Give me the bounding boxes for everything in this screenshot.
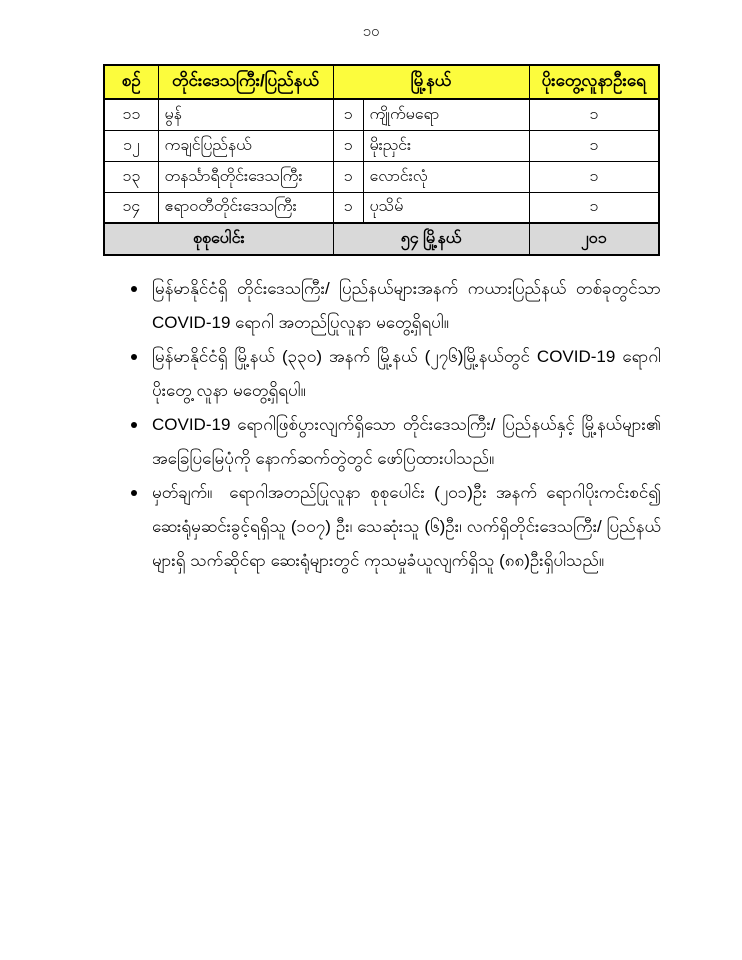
bullet-item — [130, 476, 661, 578]
bullet-item — [130, 340, 661, 408]
township-name-cell: မိုးညှင်း — [363, 130, 529, 161]
cases-cell: ၁ — [529, 130, 659, 161]
cases-cell: ၁ — [529, 161, 659, 192]
bullet-item — [130, 272, 661, 340]
total-cases-cell: ၂၀၁ — [529, 223, 659, 255]
table-row — [104, 99, 659, 130]
row-no-cell: ၁၃ — [104, 161, 158, 192]
bullet-item — [130, 408, 661, 476]
header-cell-no: စဉ် — [104, 65, 158, 99]
header-cell-region: တိုင်းဒေသကြီး/ပြည်နယ် — [158, 65, 333, 99]
bullet-dot-icon — [131, 354, 137, 360]
bullet-list — [130, 272, 661, 578]
table-row — [104, 192, 659, 223]
township-count-cell: ၁ — [333, 161, 363, 192]
region-cell: ဧရာဝတီတိုင်းဒေသကြီး — [158, 192, 333, 223]
table-total-row — [104, 223, 659, 255]
row-no-cell: ၁၂ — [104, 130, 158, 161]
township-name-cell: လောင်းလုံ — [363, 161, 529, 192]
table-row — [104, 161, 659, 192]
bullet-text: မြန်မာနိုင်ငံရှိ မြို့နယ် (၃၃၀) အနက် မြို့နယ် (၂၇၆)မြို့နယ်တွင် COVID-19 ရောဂါ ပိုးတွေ့ လူနာ မတွေ့ရှိရပါ။ — [152, 347, 661, 400]
row-no-cell: ၁၄ — [104, 192, 158, 223]
table-row — [104, 130, 659, 161]
row-no-cell: ၁၁ — [104, 99, 158, 130]
total-label-cell: စုစုပေါင်း — [104, 223, 333, 255]
township-count-cell: ၁ — [333, 130, 363, 161]
township-name-cell: ကျိုက်မရော — [363, 99, 529, 130]
township-name-cell: ပုသိမ် — [363, 192, 529, 223]
table-header-row — [104, 65, 659, 99]
region-cell: မွန် — [158, 99, 333, 130]
header-cell-township: မြို့နယ် — [333, 65, 529, 99]
cases-cell: ၁ — [529, 192, 659, 223]
township-count-cell: ၁ — [333, 99, 363, 130]
header-cell-cases: ပိုးတွေ့လူနာဦးရေ — [529, 65, 659, 99]
bullet-text: မှတ်ချက်။ ရောဂါအတည်ပြုလူနာ စုစုပေါင်း (၂၀၁)ဦး အနက် ရောဂါပိုးကင်းစင်၍ ဆေးရုံမှဆင်းခွင့်ရရှိသူ (၁၀၇) ဦး၊ သေဆုံးသူ (၆)ဦး၊ လက်ရှိတိုင်းဒေသကြီး/ ပြည်နယ်များရှိ သက်ဆိုင်ရာ ဆေးရုံများတွင် ကုသမှုခံယူလျက်ရှိသူ (၈၈)ဦးရှိပါသည်။ — [152, 483, 661, 570]
bullet-text: မြန်မာနိုင်ငံရှိ တိုင်းဒေသကြီး/ ပြည်နယ်များအနက် ကယားပြည်နယ် တစ်ခုတွင်သာ COVID-19 ရောဂါ အတည်ပြုလူနာ မတွေ့ရှိရပါ။ — [152, 279, 661, 332]
cases-cell: ၁ — [529, 99, 659, 130]
region-cell: တနင်္သာရီတိုင်းဒေသကြီး — [158, 161, 333, 192]
page-number: ၁၀ — [362, 23, 380, 40]
bullet-text: COVID-19 ရောဂါဖြစ်ပွားလျက်ရှိသော တိုင်းဒေသကြီး/ ပြည်နယ်နှင့် မြို့နယ်များ၏ အခြေပြမြေပုံကို နောက်ဆက်တွဲတွင် ဖော်ပြထားပါသည်။ — [152, 415, 661, 468]
covid-region-table — [103, 64, 660, 256]
total-townships-cell: ၅၄ မြို့နယ် — [333, 223, 529, 255]
bullet-dot-icon — [131, 490, 137, 496]
bullet-dot-icon — [131, 422, 137, 428]
township-count-cell: ၁ — [333, 192, 363, 223]
region-cell: ကချင်ပြည်နယ် — [158, 130, 333, 161]
bullet-dot-icon — [131, 286, 137, 292]
